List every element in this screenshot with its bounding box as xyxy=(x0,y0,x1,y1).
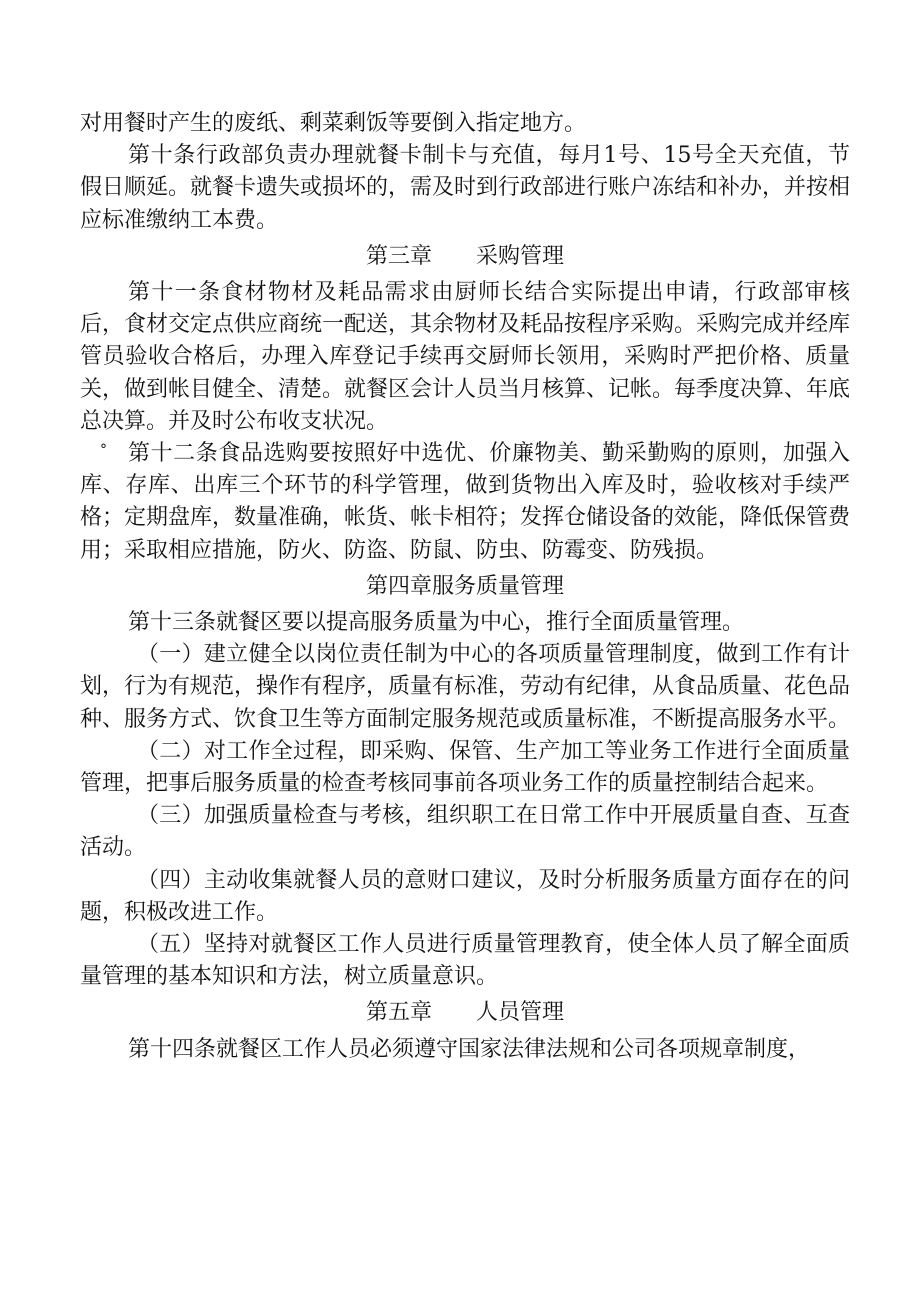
chapter-3-heading: 第三章 采购管理 xyxy=(365,243,564,269)
article-12: 第十二条食品选购要按照好中选优、价廉物美、勤采勤购的原则，加强入库、存库、出库三个环节的科学管理，做到货物出入库及时，验收核对手续严格；定期盘库，数量准确，帐货、帐卡相符；发挥仓储设备的效能，降低保管费用；采取相应措施，防火、防盗、防鼠、防虫、防霉变、防残损。 xyxy=(80,441,851,563)
paragraph-continuation: 对用餐时产生的废纸、剩菜剩饭等要倒入指定地方。 xyxy=(80,111,587,136)
article-11: 第十一条食材物材及耗品需求由厨师长结合实际提出申请，行政部审核后，食材交定点供应商统一配送，其余物材及耗品按程序采购。采购完成并经库管员验收合格后，办理入库登记手续再交厨师长领用，采购时严把价格、质量关，做到帐目健全、清楚。就餐区会计人员当月核算、记帐。每季度决算、年底总决算。并及时公布收支状况。 xyxy=(80,280,851,434)
article-13-item-5: （五）坚持对就餐区工作人员进行质量管理教育，使全体人员了解全面质量管理的基本知识和方法，树立质量意识。 xyxy=(80,932,850,990)
article-13-item-1: （一）建立健全以岗位责任制为中心的各项质量管理制度，做到工作有计划，行为有规范，操作有程序，质量有标准，劳动有纪律，从食品质量、花色品种、服务方式、饮食卫生等方面制定服务规范或质量标准，不断提高服务水平。 xyxy=(80,642,851,732)
article-14: 第十四条就餐区工作人员必须遵守国家法律法规和公司各项规章制度， xyxy=(128,1036,811,1062)
stray-degree-mark: ° xyxy=(100,442,107,459)
article-13-item-4: （四）主动收集就餐人员的意财口建议，及时分析服务质量方面存在的问题，积极改进工作。 xyxy=(80,867,850,925)
article-13-item-2: （二）对工作全过程，即采购、保管、生产加工等业务工作进行全面质量管理，把事后服务质量的检查考核同事前各项业务工作的质量控制结合起来。 xyxy=(80,738,850,797)
article-12-wrapper xyxy=(80,438,850,567)
chapter-4-heading: 第四章服务质量管理 xyxy=(365,573,564,599)
article-10: 第十条行政部负责办理就餐卡制卡与充值，每月1号、15号全天充值，节假日顺延。就餐卡遗失或损坏的，需及时到行政部进行账户冻结和补办，并按相应标准缴纳工本费。 xyxy=(80,143,851,233)
article-13-item-3: （三）加强质量检查与考核，组织职工在日常工作中开展质量自查、互查活动。 xyxy=(80,803,850,861)
document-page xyxy=(80,108,850,1066)
chapter-5-heading: 第五章 人员管理 xyxy=(365,1000,564,1026)
article-13: 第十三条就餐区要以提高服务质量为中心，推行全面质量管理。 xyxy=(128,610,745,636)
